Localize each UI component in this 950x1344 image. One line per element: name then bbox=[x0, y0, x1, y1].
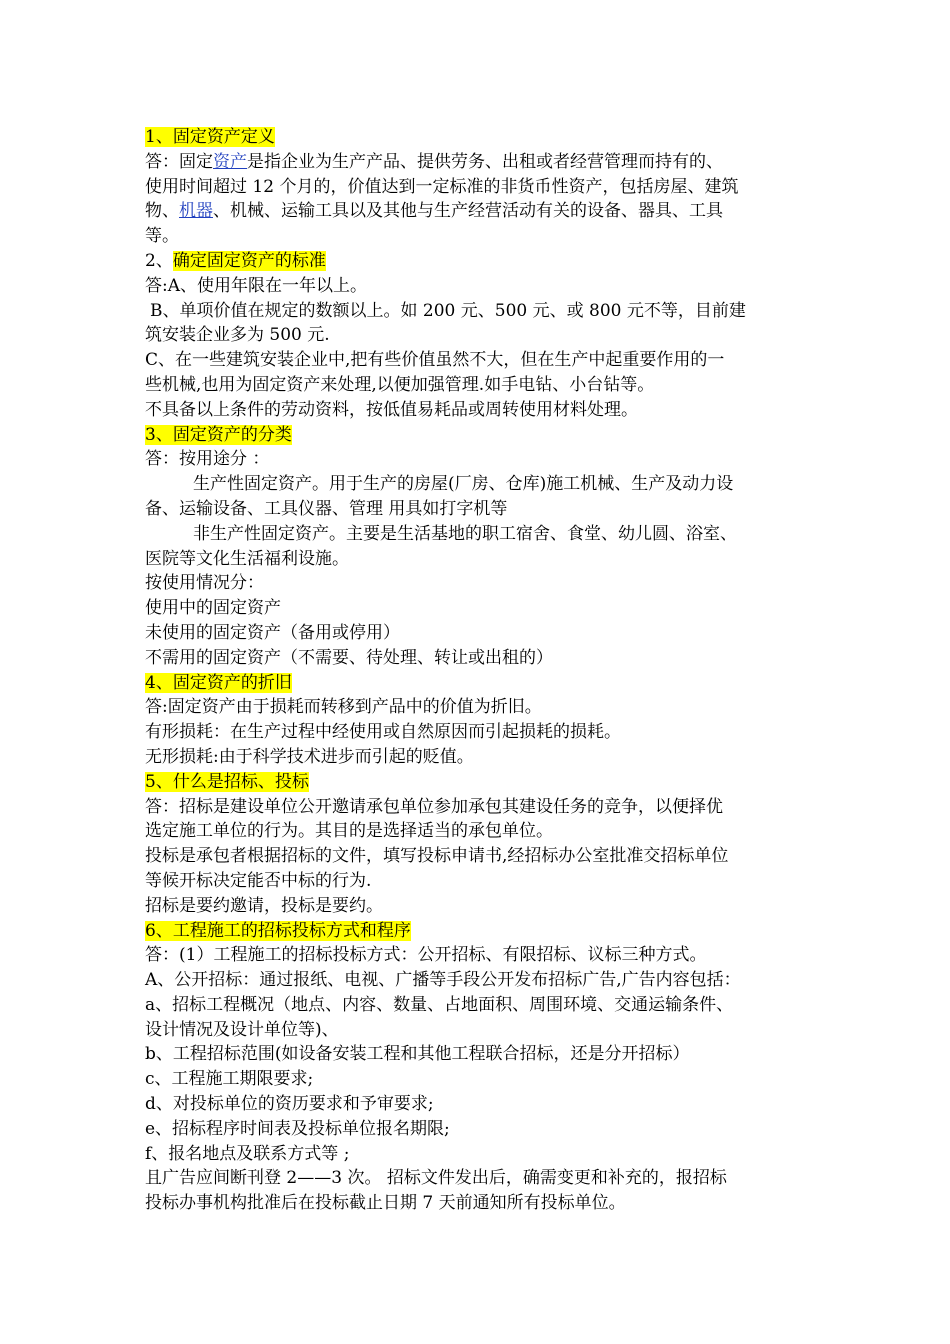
text-span: 物、 bbox=[145, 201, 179, 222]
section-heading-5 bbox=[145, 770, 813, 795]
paragraph-line: 选定施工单位的行为。其目的是选择适当的承包单位。 bbox=[145, 821, 553, 842]
paragraph-line: 等。 bbox=[145, 226, 179, 247]
paragraph-line: 按使用情况分： bbox=[145, 573, 264, 594]
paragraph-line: A、公开招标：通过报纸、电视、广播等手段公开发布招标广告,广告内容包括： bbox=[145, 970, 741, 991]
section-heading-1 bbox=[145, 125, 813, 150]
paragraph-line: 答：按用途分 ： bbox=[145, 449, 270, 470]
paragraph-line: b、工程招标范围(如设备安装工程和其他工程联合招标，还是分开招标） bbox=[145, 1044, 690, 1065]
paragraph-line: 无形损耗:由于科学技术进步而引起的贬值。 bbox=[145, 746, 474, 767]
paragraph-line: 未使用的固定资产（备用或停用） bbox=[145, 622, 400, 643]
paragraph-line: 投标办事机构批准后在投标截止日期 7 天前通知所有投标单位。 bbox=[145, 1193, 626, 1214]
paragraph-line: 答：招标是建设单位公开邀请承包单位参加承包其建设任务的竞争，以便择优 bbox=[145, 796, 723, 817]
paragraph-line: e、招标程序时间表及投标单位报名期限; bbox=[145, 1118, 450, 1139]
paragraph-line: 医院等文化生活福利设施。 bbox=[145, 548, 349, 569]
paragraph-line: 使用中的固定资产 bbox=[145, 598, 281, 619]
paragraph-line: d、对投标单位的资历要求和予审要求; bbox=[145, 1094, 434, 1115]
section-heading-6 bbox=[145, 919, 813, 944]
paragraph-line: C、在一些建筑安装企业中,把有些价值虽然不大，但在生产中起重要作用的一 bbox=[145, 350, 725, 371]
text-span: 、机械、运输工具以及其他与生产经营活动有关的设备、器具、工具 bbox=[213, 201, 723, 222]
heading-highlight: 确定固定资产的标准 bbox=[172, 250, 326, 271]
paragraph-line: 不具备以上条件的劳动资料，按低值易耗品或周转使用材料处理。 bbox=[145, 399, 638, 420]
heading-highlight: 3、固定资产的分类 bbox=[145, 424, 292, 445]
link-jiqi[interactable]: 机器 bbox=[179, 201, 213, 222]
paragraph-line bbox=[145, 150, 813, 175]
text-span: 是指企业为生产产品、提供劳务、出租或者经营管理而持有的、 bbox=[247, 151, 723, 172]
paragraph-line: 非生产性固定资产。主要是生活基地的职工宿舍、食堂、幼儿圆、浴室、 bbox=[193, 523, 737, 544]
document-page bbox=[145, 125, 813, 1216]
text-span: 答：固定 bbox=[145, 151, 213, 172]
link-zichan[interactable]: 资产 bbox=[213, 151, 247, 172]
paragraph-line: 招标是要约邀请，投标是要约。 bbox=[145, 895, 383, 916]
paragraph-line: a、招标工程概况（地点、内容、数量、占地面积、周围环境、交通运输条件、 bbox=[145, 994, 734, 1015]
paragraph-line: 筑安装企业多为 500 元. bbox=[145, 325, 330, 346]
heading-highlight: 5、什么是招标、投标 bbox=[145, 771, 309, 792]
paragraph-line: 生产性固定资产。用于生产的房屋(厂房、仓库)施工机械、生产及动力设 bbox=[193, 474, 734, 495]
heading-highlight: 1、固定资产定义 bbox=[145, 127, 275, 147]
paragraph-line: 且广告应间断刊登 2——3 次。 招标文件发出后，确需变更和补充的，报招标 bbox=[145, 1168, 727, 1189]
paragraph-line: f、报名地点及联系方式等 ; bbox=[145, 1143, 350, 1164]
paragraph-line: 投标是承包者根据招标的文件，填写投标申请书,经招标办公室批准交招标单位 bbox=[145, 846, 729, 867]
paragraph-line: c、工程施工期限要求; bbox=[145, 1069, 314, 1090]
paragraph-line: 答:A、使用年限在一年以上。 bbox=[145, 275, 368, 296]
heading-number: 2、 bbox=[145, 250, 173, 271]
paragraph-line: 答:固定资产由于损耗而转移到产品中的价值为折旧。 bbox=[145, 697, 542, 718]
paragraph-line: 使用时间超过 12 个月的，价值达到一定标准的非货币性资产，包括房屋、建筑 bbox=[145, 176, 739, 197]
paragraph-line: B、单项价值在规定的数额以上。如 200 元、500 元、或 800 元不等，目前建 bbox=[150, 300, 746, 321]
paragraph-line: 备、运输设备、工具仪器、管理 用具如打字机等 bbox=[145, 498, 508, 519]
paragraph-line: 等候开标决定能否中标的行为. bbox=[145, 870, 372, 891]
section-heading-3 bbox=[145, 423, 813, 448]
paragraph-line: 设计情况及设计单位等)、 bbox=[145, 1019, 339, 1040]
section-heading-4 bbox=[145, 671, 813, 696]
paragraph-line: 不需用的固定资产（不需要、待处理、转让或出租的） bbox=[145, 647, 553, 668]
paragraph-line: 有形损耗：在生产过程中经使用或自然原因而引起损耗的损耗。 bbox=[145, 722, 621, 743]
heading-highlight: 6、工程施工的招标投标方式和程序 bbox=[145, 920, 411, 941]
paragraph-line: 答：(1）工程施工的招标投标方式：公开招标、有限招标、议标三种方式。 bbox=[145, 945, 707, 966]
paragraph-line bbox=[145, 199, 813, 224]
heading-highlight: 4、固定资产的折旧 bbox=[145, 672, 292, 693]
section-heading-2 bbox=[145, 249, 813, 274]
paragraph-line: 些机械,也用为固定资产来处理,以便加强管理.如手电钻、小台钻等。 bbox=[145, 374, 655, 395]
